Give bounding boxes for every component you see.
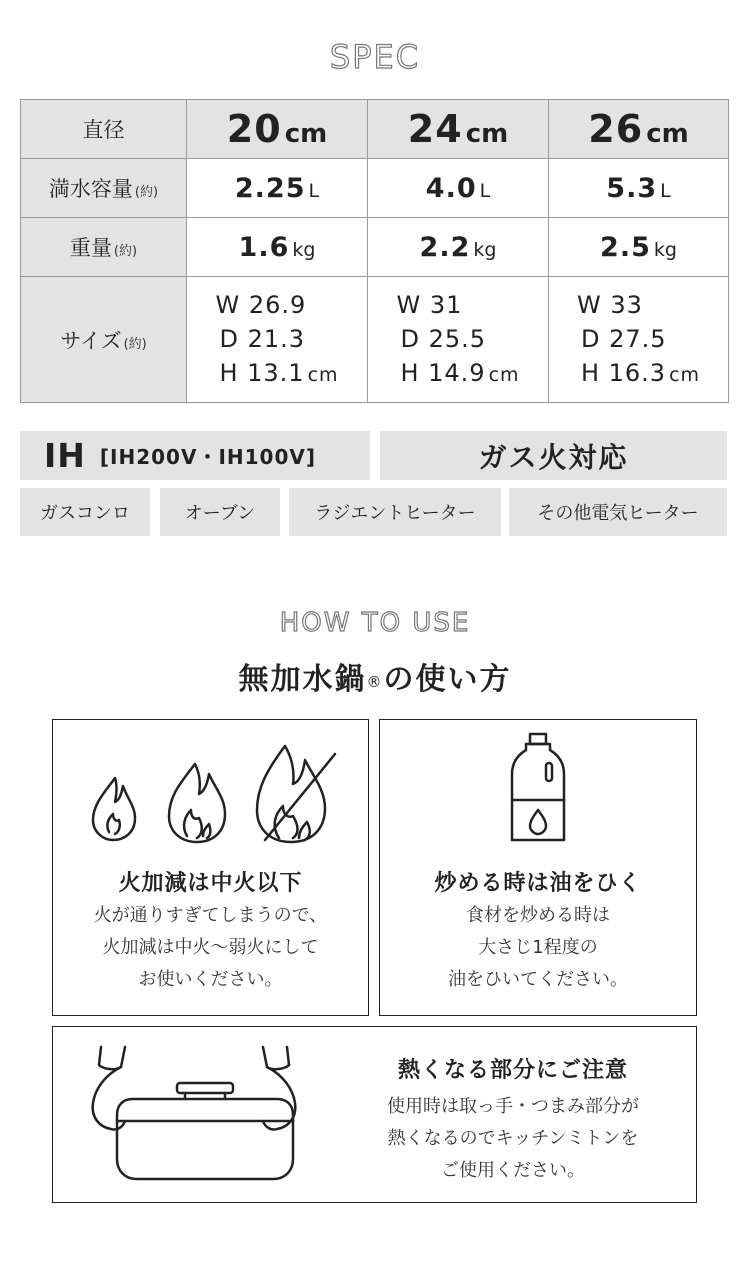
ih-badge: IH [IH200V・IH100V] — [20, 431, 370, 480]
size-24-header: 24 cm — [368, 100, 549, 159]
weight-cell: 2.5 kg — [549, 218, 729, 277]
tip-card-hot-parts — [52, 1026, 697, 1203]
tip-card-oil — [379, 719, 697, 1016]
card-body: 食材を炒める時は 大さじ1程度の 油をひいてください。 — [448, 905, 628, 990]
howto-title: HOW TO USE — [279, 608, 471, 638]
card-body: 使用時は取っ手・つまみ部分が 熱くなるのでキッチンミトンを ご使用ください。 — [387, 1096, 639, 1181]
capacity-cell: 5.3 L — [549, 159, 729, 218]
source-chip-oven: オーブン — [160, 488, 280, 536]
table-row — [21, 159, 729, 218]
weight-cell: 2.2 kg — [368, 218, 549, 277]
oil-bottle-icon — [380, 720, 698, 860]
card-title: 熱くなる部分にご注意 — [397, 1058, 628, 1083]
spec-title: SPEC — [329, 38, 421, 76]
source-chip-gas-stove: ガスコンロ — [20, 488, 150, 536]
card-title: 炒める時は油をひく — [434, 871, 642, 896]
source-chip-other-electric: その他電気ヒーター — [509, 488, 727, 536]
dims-cell: W 31 D 25.5 H 14.9 cm — [368, 277, 549, 403]
size-26-header: 26 cm — [549, 100, 729, 159]
capacity-cell: 4.0 L — [368, 159, 549, 218]
source-chip-radiant-heater: ラジエントヒーター — [289, 488, 501, 536]
diameter-label: 直径 — [21, 100, 187, 159]
table-row — [21, 100, 729, 159]
tip-card-heat — [52, 719, 369, 1016]
spec-table — [20, 99, 729, 403]
howto-heading: 無加水鍋®の使い方 — [238, 662, 512, 697]
capacity-label: 満水容量 (約) — [21, 159, 187, 218]
weight-label: 重量 (約) — [21, 218, 187, 277]
table-row — [21, 277, 729, 403]
pot-mitten-icon — [53, 1027, 323, 1204]
table-row — [21, 218, 729, 277]
dims-label: サイズ (約) — [21, 277, 187, 403]
size-20-header: 20 cm — [187, 100, 368, 159]
card-title: 火加減は中火以下 — [118, 871, 303, 896]
flame-icon — [53, 720, 370, 860]
dims-cell: W 33 D 27.5 H 16.3 cm — [549, 277, 729, 403]
gas-badge: ガス火対応 — [380, 431, 727, 480]
weight-cell: 1.6 kg — [187, 218, 368, 277]
card-body: 火が通りすぎてしまうので、 火加減は中火～弱火にして お使いください。 — [93, 905, 328, 990]
capacity-cell: 2.25 L — [187, 159, 368, 218]
dims-cell: W 26.9 D 21.3 H 13.1 cm — [187, 277, 368, 403]
